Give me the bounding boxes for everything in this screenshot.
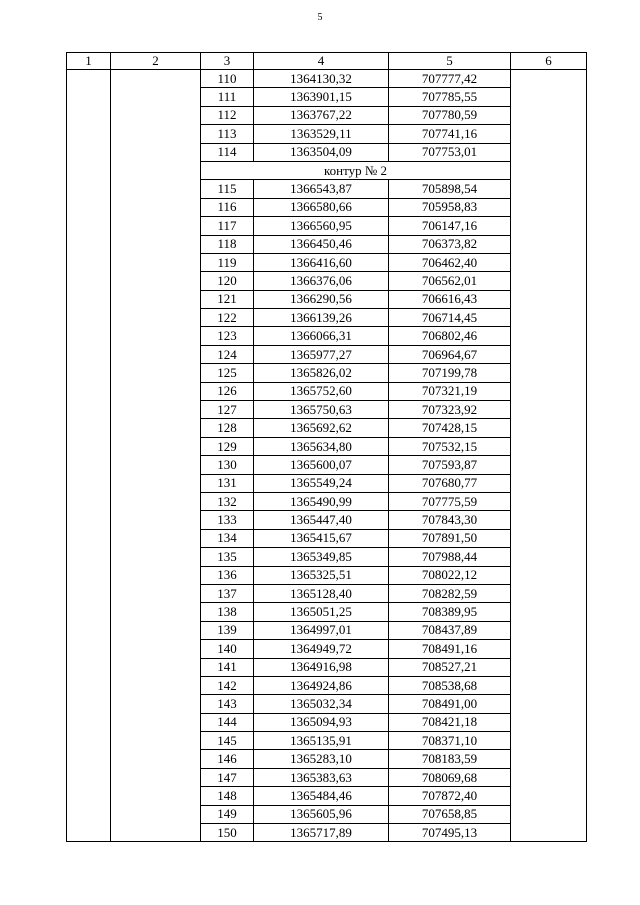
x-coordinate: 1365750,63 [254, 401, 389, 419]
y-coordinate: 708183,59 [389, 750, 511, 768]
y-coordinate: 707775,59 [389, 492, 511, 510]
x-coordinate: 1365549,24 [254, 474, 389, 492]
column-number-3: 3 [201, 53, 254, 70]
point-number: 119 [201, 253, 254, 271]
point-number: 120 [201, 272, 254, 290]
point-number: 134 [201, 529, 254, 547]
y-coordinate: 707753,01 [389, 143, 511, 161]
y-coordinate: 708421,18 [389, 713, 511, 731]
y-coordinate: 707321,19 [389, 382, 511, 400]
x-coordinate: 1364924,86 [254, 676, 389, 694]
y-coordinate: 708022,12 [389, 566, 511, 584]
point-number: 136 [201, 566, 254, 584]
x-coordinate: 1366560,95 [254, 217, 389, 235]
y-coordinate: 708437,89 [389, 621, 511, 639]
y-coordinate: 706802,46 [389, 327, 511, 345]
point-number: 114 [201, 143, 254, 161]
column-number-row [67, 53, 587, 70]
x-coordinate: 1366450,46 [254, 235, 389, 253]
x-coordinate: 1365826,02 [254, 364, 389, 382]
y-coordinate: 707988,44 [389, 548, 511, 566]
x-coordinate: 1365349,85 [254, 548, 389, 566]
x-coordinate: 1365094,93 [254, 713, 389, 731]
point-number: 126 [201, 382, 254, 400]
y-coordinate: 706147,16 [389, 217, 511, 235]
x-coordinate: 1366376,06 [254, 272, 389, 290]
point-number: 112 [201, 106, 254, 124]
point-number: 116 [201, 198, 254, 216]
point-number: 113 [201, 125, 254, 143]
y-coordinate: 708491,16 [389, 640, 511, 658]
x-coordinate: 1364916,98 [254, 658, 389, 676]
y-coordinate: 708527,21 [389, 658, 511, 676]
x-coordinate: 1364130,32 [254, 70, 389, 88]
point-number: 127 [201, 401, 254, 419]
y-coordinate: 706462,40 [389, 253, 511, 271]
y-coordinate: 707495,13 [389, 824, 511, 842]
y-coordinate: 707780,59 [389, 106, 511, 124]
y-coordinate: 707785,55 [389, 88, 511, 106]
point-number: 118 [201, 235, 254, 253]
y-coordinate: 707741,16 [389, 125, 511, 143]
y-coordinate: 707323,92 [389, 401, 511, 419]
point-number: 145 [201, 732, 254, 750]
point-number: 140 [201, 640, 254, 658]
x-coordinate: 1365135,91 [254, 732, 389, 750]
point-number: 125 [201, 364, 254, 382]
x-coordinate: 1366580,66 [254, 198, 389, 216]
column-2-cell [111, 70, 201, 842]
point-number: 144 [201, 713, 254, 731]
point-number: 142 [201, 676, 254, 694]
point-number: 117 [201, 217, 254, 235]
column-number-2: 2 [111, 53, 201, 70]
x-coordinate: 1365605,96 [254, 805, 389, 823]
contour-heading: контур № 2 [201, 161, 511, 179]
x-coordinate: 1365128,40 [254, 584, 389, 602]
point-number: 141 [201, 658, 254, 676]
point-number: 124 [201, 345, 254, 363]
coordinates-table [66, 52, 587, 842]
x-coordinate: 1365977,27 [254, 345, 389, 363]
x-coordinate: 1365325,51 [254, 566, 389, 584]
point-number: 135 [201, 548, 254, 566]
point-number: 110 [201, 70, 254, 88]
x-coordinate: 1366416,60 [254, 253, 389, 271]
x-coordinate: 1364949,72 [254, 640, 389, 658]
y-coordinate: 706562,01 [389, 272, 511, 290]
y-coordinate: 707680,77 [389, 474, 511, 492]
x-coordinate: 1365283,10 [254, 750, 389, 768]
y-coordinate: 708371,10 [389, 732, 511, 750]
y-coordinate: 705898,54 [389, 180, 511, 198]
point-number: 128 [201, 419, 254, 437]
x-coordinate: 1366290,56 [254, 290, 389, 308]
x-coordinate: 1364997,01 [254, 621, 389, 639]
point-number: 130 [201, 456, 254, 474]
point-number: 137 [201, 584, 254, 602]
x-coordinate: 1365752,60 [254, 382, 389, 400]
x-coordinate: 1365490,99 [254, 492, 389, 510]
x-coordinate: 1365415,67 [254, 529, 389, 547]
column-number-4: 4 [254, 53, 389, 70]
point-number: 133 [201, 511, 254, 529]
column-1-cell [67, 70, 111, 842]
table-row [67, 70, 587, 88]
x-coordinate: 1365717,89 [254, 824, 389, 842]
column-6-cell [511, 70, 587, 842]
y-coordinate: 707658,85 [389, 805, 511, 823]
x-coordinate: 1365051,25 [254, 603, 389, 621]
point-number: 138 [201, 603, 254, 621]
y-coordinate: 707891,50 [389, 529, 511, 547]
point-number: 131 [201, 474, 254, 492]
x-coordinate: 1363529,11 [254, 125, 389, 143]
x-coordinate: 1365484,46 [254, 787, 389, 805]
y-coordinate: 708282,59 [389, 584, 511, 602]
x-coordinate: 1366066,31 [254, 327, 389, 345]
point-number: 143 [201, 695, 254, 713]
point-number: 111 [201, 88, 254, 106]
y-coordinate: 707532,15 [389, 437, 511, 455]
y-coordinate: 706373,82 [389, 235, 511, 253]
y-coordinate: 706616,43 [389, 290, 511, 308]
point-number: 148 [201, 787, 254, 805]
point-number: 132 [201, 492, 254, 510]
x-coordinate: 1365600,07 [254, 456, 389, 474]
y-coordinate: 708491,00 [389, 695, 511, 713]
y-coordinate: 707593,87 [389, 456, 511, 474]
y-coordinate: 707428,15 [389, 419, 511, 437]
y-coordinate: 708069,68 [389, 768, 511, 786]
x-coordinate: 1363767,22 [254, 106, 389, 124]
point-number: 129 [201, 437, 254, 455]
y-coordinate: 707199,78 [389, 364, 511, 382]
x-coordinate: 1365032,34 [254, 695, 389, 713]
x-coordinate: 1365634,80 [254, 437, 389, 455]
y-coordinate: 706714,45 [389, 309, 511, 327]
y-coordinate: 708538,68 [389, 676, 511, 694]
y-coordinate: 708389,95 [389, 603, 511, 621]
y-coordinate: 707777,42 [389, 70, 511, 88]
y-coordinate: 707872,40 [389, 787, 511, 805]
x-coordinate: 1363504,09 [254, 143, 389, 161]
point-number: 150 [201, 824, 254, 842]
point-number: 122 [201, 309, 254, 327]
point-number: 139 [201, 621, 254, 639]
y-coordinate: 707843,30 [389, 511, 511, 529]
x-coordinate: 1366139,26 [254, 309, 389, 327]
x-coordinate: 1365692,62 [254, 419, 389, 437]
column-number-1: 1 [67, 53, 111, 70]
column-number-5: 5 [389, 53, 511, 70]
x-coordinate: 1365447,40 [254, 511, 389, 529]
point-number: 115 [201, 180, 254, 198]
point-number: 123 [201, 327, 254, 345]
y-coordinate: 705958,83 [389, 198, 511, 216]
page-number: 5 [317, 12, 323, 23]
point-number: 146 [201, 750, 254, 768]
point-number: 121 [201, 290, 254, 308]
y-coordinate: 706964,67 [389, 345, 511, 363]
x-coordinate: 1363901,15 [254, 88, 389, 106]
x-coordinate: 1365383,63 [254, 768, 389, 786]
table-body [67, 53, 587, 842]
column-number-6: 6 [511, 53, 587, 70]
x-coordinate: 1366543,87 [254, 180, 389, 198]
point-number: 149 [201, 805, 254, 823]
point-number: 147 [201, 768, 254, 786]
